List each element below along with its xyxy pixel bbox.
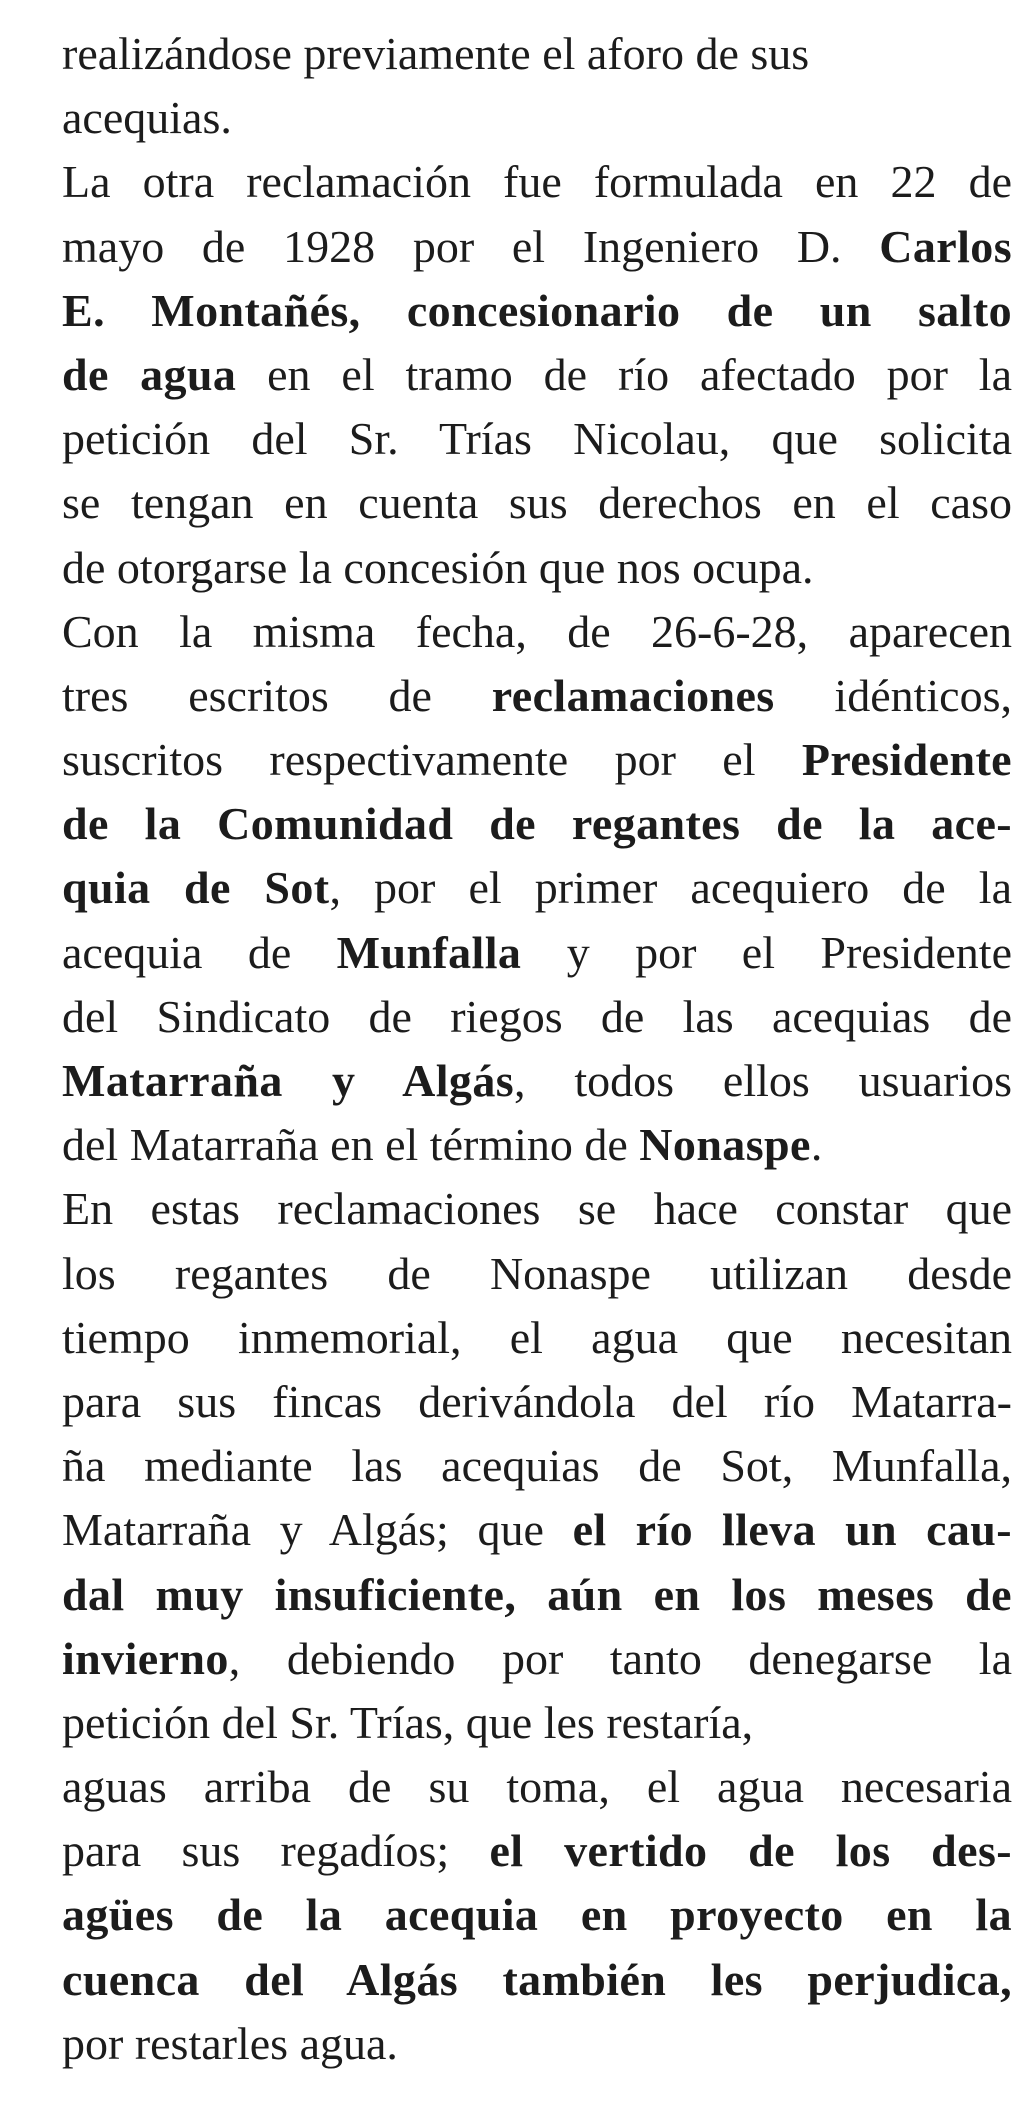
text-line <box>62 664 1012 728</box>
text-segment: , por el primer acequiero de la <box>329 862 1012 914</box>
bold-text: agües de la acequia en proyecto en la <box>62 1889 1012 1941</box>
bold-text: quia de Sot <box>62 862 330 914</box>
text-line <box>62 921 1012 985</box>
text-line <box>62 22 1012 86</box>
text-line <box>62 2012 1012 2076</box>
text-segment: mayo de 1928 por el Ingeniero D. <box>62 220 880 272</box>
text-line <box>62 1113 1012 1177</box>
document-page <box>62 22 1012 2076</box>
text-segment: ña mediante las acequias de Sot, Munfalla, <box>62 1440 1012 1492</box>
text-line <box>62 1049 1012 1113</box>
text-segment: para sus regadíos; <box>62 1825 490 1877</box>
text-line <box>62 215 1012 279</box>
text-line <box>62 1177 1012 1241</box>
text-segment: aguas arriba de su toma, el agua necesaria <box>62 1761 1012 1813</box>
text-line <box>62 1883 1012 1947</box>
text-line <box>62 1306 1012 1370</box>
text-segment: de otorgarse la concesión que nos ocupa. <box>62 541 814 593</box>
bold-text: E. Montañés, concesionario de un salto <box>62 284 1012 336</box>
text-segment: del Matarraña en el término de <box>62 1119 640 1171</box>
text-segment: tiempo inmemorial, el agua que necesitan <box>62 1311 1012 1363</box>
text-segment: suscritos respectivamente por el <box>62 734 802 786</box>
text-line <box>62 471 1012 535</box>
text-line <box>62 536 1012 600</box>
bold-text: el río lleva un cau- <box>572 1504 1013 1556</box>
text-line <box>62 343 1012 407</box>
text-segment: y por el Presidente <box>521 926 1012 978</box>
bold-text: dal muy insuficiente, aún en los meses de <box>62 1568 1012 1620</box>
text-segment: . <box>810 1119 823 1171</box>
text-line <box>62 1948 1012 2012</box>
bold-text: de la Comunidad de regantes de la ace- <box>62 798 1012 850</box>
text-segment: se tengan en cuenta sus derechos en el caso <box>62 477 1012 529</box>
bold-text: Munfalla <box>336 926 522 978</box>
bold-text: Presidente <box>801 734 1012 786</box>
text-segment: petición del Sr. Trías, que les restaría, <box>62 1696 754 1748</box>
bold-text: Nonaspe <box>639 1119 811 1171</box>
bold-text: cuenca del Algás también les perjudica, <box>62 1953 1012 2005</box>
text-segment: del Sindicato de riegos de las acequias de <box>62 990 1012 1042</box>
text-segment: tres escritos de <box>62 669 492 721</box>
text-segment: En estas reclamaciones se hace constar que <box>62 1183 1012 1235</box>
text-segment: realizándose previamente el aforo de sus <box>62 28 810 79</box>
text-line <box>62 600 1012 664</box>
text-segment: los regantes de Nonaspe utilizan desde <box>62 1247 1012 1299</box>
text-line <box>62 1819 1012 1883</box>
text-line <box>62 1370 1012 1434</box>
text-line <box>62 279 1012 343</box>
text-line <box>62 86 1012 150</box>
bold-text: el vertido de los des- <box>489 1825 1012 1877</box>
bold-text: Matarraña y Algás <box>62 1055 515 1106</box>
text-segment: idénticos, <box>774 669 1012 721</box>
bold-text: reclamaciones <box>491 669 775 721</box>
text-line <box>62 1498 1012 1562</box>
text-line <box>62 1627 1012 1691</box>
text-line <box>62 856 1012 920</box>
bold-text: invierno <box>62 1632 229 1684</box>
text-segment: por restarles agua. <box>62 2017 398 2069</box>
text-line <box>62 985 1012 1049</box>
text-line <box>62 1242 1012 1306</box>
text-line <box>62 792 1012 856</box>
text-segment: en el tramo de río afectado por la <box>236 348 1012 400</box>
text-line <box>62 1434 1012 1498</box>
text-segment: , todos ellos usuarios <box>514 1055 1012 1106</box>
paragraph <box>62 22 1012 150</box>
text-segment: Matarraña y Algás; que <box>62 1504 573 1556</box>
text-line <box>62 728 1012 792</box>
paragraph <box>62 600 1012 1178</box>
text-segment: La otra reclamación fue formulada en 22 de <box>62 156 1012 208</box>
text-segment: Con la misma fecha, de 26-6-28, aparecen <box>62 605 1012 657</box>
text-segment: petición del Sr. Trías Nicolau, que solicita <box>62 413 1012 465</box>
paragraph <box>62 150 1012 599</box>
text-segment: , debiendo por tanto denegarse la <box>228 1632 1012 1684</box>
text-segment: acequia de <box>62 926 337 978</box>
text-line <box>62 1563 1012 1627</box>
text-line <box>62 1755 1012 1819</box>
bold-text: de agua <box>62 348 237 400</box>
text-line <box>62 407 1012 471</box>
paragraph <box>62 1177 1012 2076</box>
bold-text: Carlos <box>879 220 1012 272</box>
text-segment: acequias. <box>62 92 232 144</box>
text-line <box>62 150 1012 214</box>
text-segment: para sus fincas derivándola del río Matarra- <box>62 1375 1012 1427</box>
text-line <box>62 1691 1012 1755</box>
